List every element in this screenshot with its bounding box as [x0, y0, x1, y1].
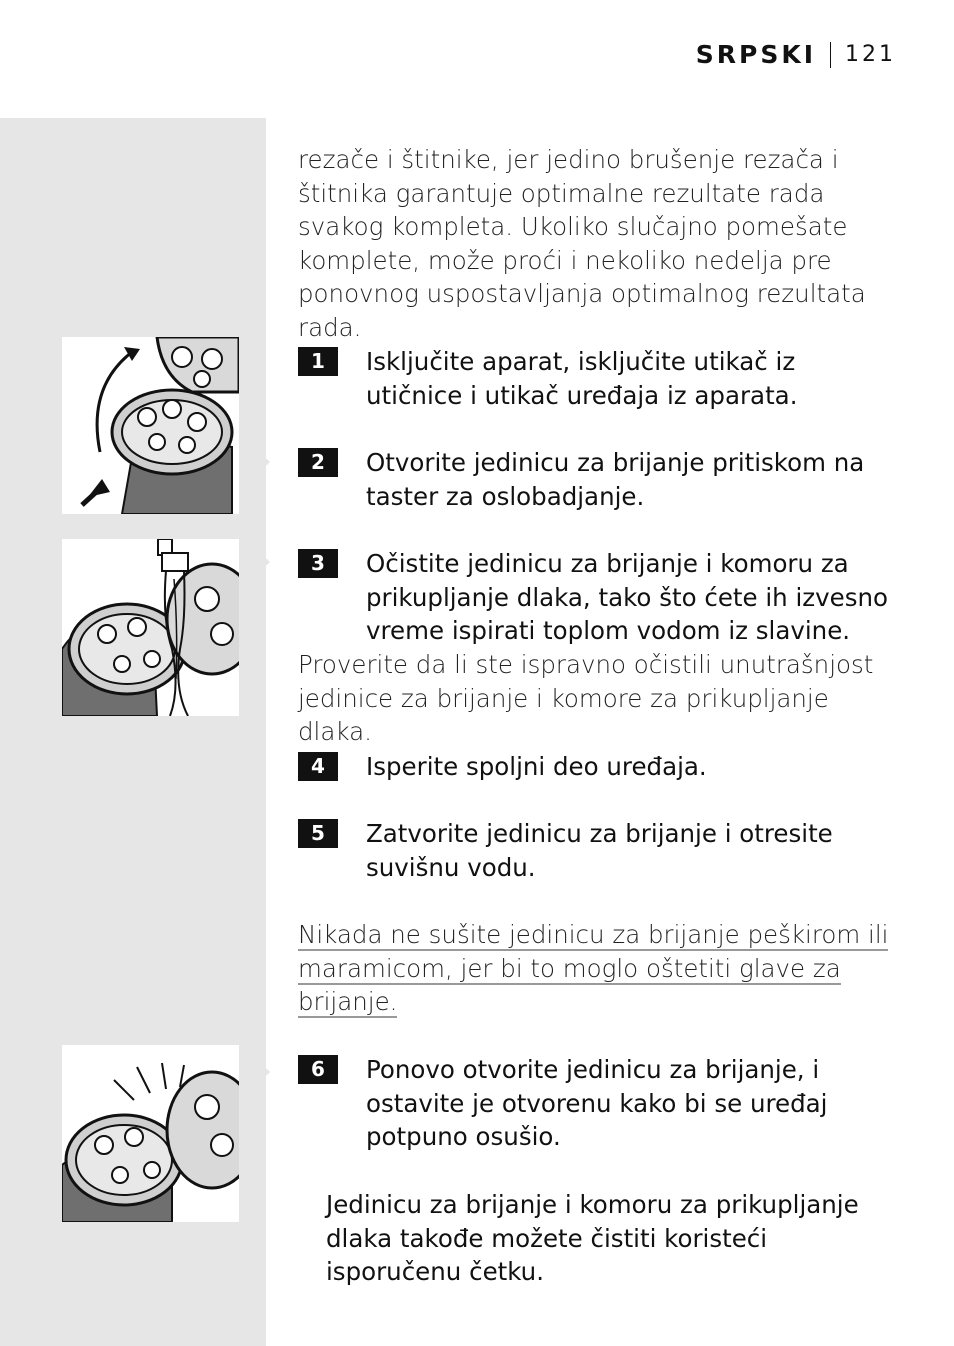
step-4 [298, 750, 908, 784]
step-1 [298, 345, 908, 412]
warning-line: maramicom, jer bi to moglo oštetiti glave za [298, 953, 841, 983]
step-3 [298, 547, 908, 648]
step-text: Otvorite jedinicu za brijanje pritiskom na taster za oslobadjanje. [366, 448, 865, 511]
step-number: 3 [298, 549, 338, 578]
header-divider [830, 42, 831, 68]
step-number: 6 [298, 1055, 338, 1084]
step-text: Zatvorite jedinicu za brijanje i otresite suvišnu vodu. [366, 819, 833, 882]
step-text: Očistite jedinicu za brijanje i komoru za prikupljanje dlaka, tako što ćete ih izvesno vreme ispirati toplom vodom iz slavine. [366, 549, 889, 646]
brush-tip: Jedinicu za brijanje i komoru za prikupljanje dlaka takođe možete čistiti koristeći isporučenu četku. [326, 1190, 859, 1287]
illustration-open-to-dry [62, 1045, 239, 1222]
rinse-drawing [62, 539, 239, 716]
page-number: 121 [845, 42, 896, 67]
step-number: 4 [298, 752, 338, 781]
illustration-pointer [236, 1040, 270, 1104]
illustration-rinse-under-tap [62, 539, 239, 716]
step-6 [298, 1053, 908, 1154]
step-text: Isperite spoljni deo uređaja. [366, 752, 707, 781]
step-number: 5 [298, 819, 338, 848]
warning-note [298, 918, 898, 1019]
step-number: 1 [298, 347, 338, 376]
step-5 [298, 817, 908, 884]
warning-line: brijanje. [298, 987, 398, 1017]
illustration-open-shaving-unit [62, 337, 239, 514]
step-2 [298, 446, 908, 513]
language-label: SRPSKI [695, 40, 816, 69]
rinse-check-note: Proverite da li ste ispravno očistili unutrašnjost jedinice za brijanje i komore za prikupljanje dlaka. [298, 650, 874, 747]
step-number: 2 [298, 448, 338, 477]
page-header [696, 40, 896, 69]
illustration-pointer [236, 430, 270, 494]
drying-drawing [62, 1045, 239, 1222]
step-text: Ponovo otvorite jedinicu za brijanje, i ostavite je otvorenu kako bi se uređaj potpuno osušio. [366, 1055, 828, 1152]
intro-paragraph: rezače i štitnike, jer jedino brušenje rezača i štitnika garantuje optimalne rezultate rada svakog kompleta. Ukoliko slučajno pomešate komplete, može proći i nekoliko nedelja pre ponovnog uspostavljanja optimalnog rezultata rada. [298, 145, 866, 342]
open-shaver-drawing [62, 337, 239, 514]
illustration-pointer [236, 530, 270, 594]
step-text: Isključite aparat, isključite utikač iz utičnice i utikač uređaja iz aparata. [366, 347, 798, 410]
warning-line: Nikada ne sušite jedinicu za brijanje peškirom ili [298, 920, 889, 949]
